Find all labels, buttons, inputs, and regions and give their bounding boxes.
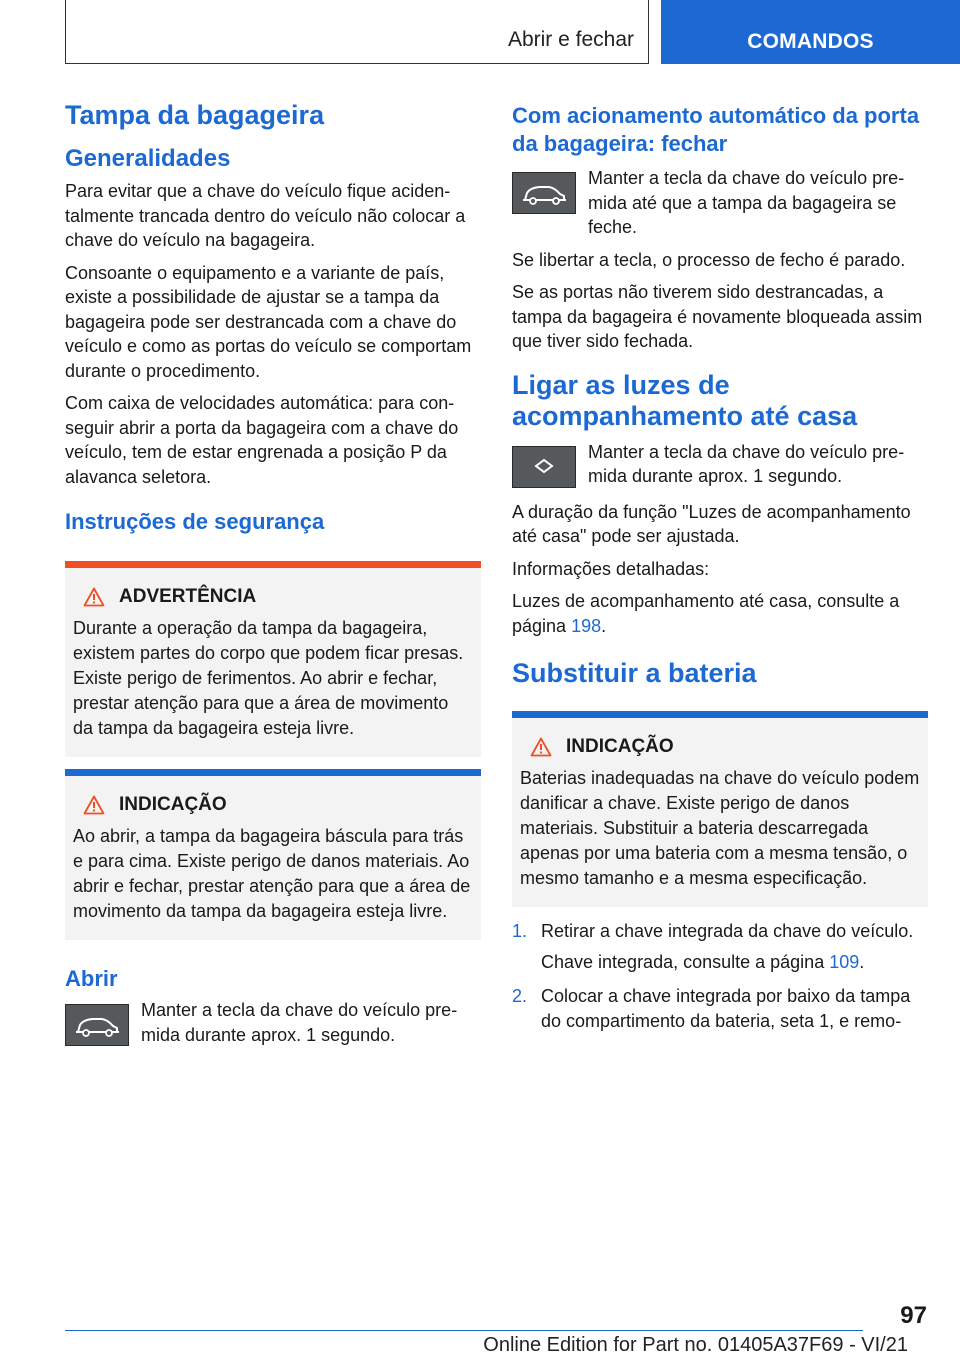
page-number: 97 xyxy=(900,1302,927,1329)
warning-text: Durante a operação da tampa da bagageira, existem partes do corpo que podem ficar presas. Existe perigo de ferimentos. Ao abrir e fechar, prestar atenção para que a área de movimento da tampa da bagageira esteja livre. xyxy=(73,618,464,738)
paragraph: Para evitar que a chave do veículo fique acidentalmente trancada dentro do veículo não colocar a chave do veículo na bagageira. xyxy=(65,181,466,250)
header-frame xyxy=(65,0,649,64)
footer-divider xyxy=(65,1330,863,1331)
step-text: Retirar a chave integrada da chave do veículo. xyxy=(541,921,914,941)
footer-edition: Online Edition for Part no. 01405A37F69 - VI/21 xyxy=(483,1334,908,1356)
steps-list xyxy=(512,919,928,1033)
car-tailgate-key-icon xyxy=(65,1004,129,1046)
warning-title xyxy=(73,586,473,608)
heading-generalidades: Generalidades xyxy=(65,145,231,172)
warning-triangle-icon xyxy=(530,737,552,757)
diamond-key-icon xyxy=(512,446,576,488)
left-column xyxy=(65,100,481,1058)
notice-box xyxy=(65,769,481,940)
sub-reference-end: . xyxy=(859,951,865,972)
step-subtext xyxy=(541,950,928,975)
step-text: Colocar a chave integrada por baixo da tampa do compartimento da bateria, seta 1, e remo- xyxy=(541,986,911,1031)
header-section-title: Abrir e fechar xyxy=(507,28,634,51)
heading-fechar: Com acionamento automático da porta da bagageira: fechar xyxy=(512,103,920,156)
list-item xyxy=(512,919,928,974)
page-link-198[interactable]: 198 xyxy=(571,615,602,636)
warning-box xyxy=(65,561,481,757)
paragraph: Com caixa de velocidades automática: para conseguir abrir a porta da bagageira com a chave do veículo, tem de estar engrenada a posição P da alavanca seletora. xyxy=(65,393,459,487)
paragraph: Informações detalhadas: xyxy=(512,558,710,579)
notice-text: Ao abrir, a tampa da bagageira báscula para trás e para cima. Existe perigo de danos materiais. Ao abrir e fechar, prestar atenção para que a área de movimento da tampa da bagageira esteja livre. xyxy=(73,826,471,921)
notice-text: Baterias inadequadas na chave do veículo podem danificar a chave. Existe perigo de danos materiais. Substituir a bateria descarregada apenas por uma bateria com a mesma tensão, o mesmo tamanho e a mesma especificação. xyxy=(520,768,920,888)
key-instruction-text: Manter a tecla da chave do veículo premida durante aprox. 1 segundo. xyxy=(588,441,905,486)
heading-luzes: Ligar as luzes de acompanhamento até casa xyxy=(512,369,858,431)
sub-reference-text: Chave integrada, consulte a página xyxy=(541,951,830,972)
header-chapter-tab: COMANDOS xyxy=(661,0,960,64)
reference-text: Luzes de acompanhamento até casa, consulte a página xyxy=(512,591,900,636)
reference-end: . xyxy=(601,615,607,636)
step-number: 2. xyxy=(512,986,528,1006)
notice-title xyxy=(73,794,473,816)
warning-label: ADVERTÊNCIA xyxy=(119,586,257,607)
paragraph: A duração da função "Luzes de acompanhamento até casa" pode ser ajustada. xyxy=(512,501,911,546)
warning-triangle-icon xyxy=(83,587,105,607)
step-number: 1. xyxy=(512,921,528,941)
heading-seguranca: Instruções de segurança xyxy=(65,509,325,534)
key-instruction-luzes xyxy=(512,440,928,492)
notice-title xyxy=(520,736,920,758)
page-link-109[interactable]: 109 xyxy=(829,951,860,972)
right-column xyxy=(512,102,928,1043)
paragraph: Se libertar a tecla, o processo de fecho é parado. xyxy=(512,249,906,270)
heading-bateria: Substituir a bateria xyxy=(512,658,757,688)
page-title: Tampa da bagageira xyxy=(65,100,325,130)
paragraph: Se as portas não tiverem sido destrancadas, a tampa da bagageira é novamente bloqueada assim que tiver sido fechada. xyxy=(512,282,923,351)
warning-triangle-icon xyxy=(83,795,105,815)
list-item xyxy=(512,984,928,1033)
car-tailgate-key-icon xyxy=(512,172,576,214)
key-instruction-fechar xyxy=(512,166,928,240)
key-instruction-text: Manter a tecla da chave do veículo premida até que a tampa da bagageira se feche. xyxy=(588,168,905,237)
key-instruction-text: Manter a tecla da chave do veículo premida durante aprox. 1 segundo. xyxy=(141,1000,458,1045)
paragraph-reference xyxy=(512,589,928,638)
key-instruction-abrir xyxy=(65,998,481,1050)
heading-abrir: Abrir xyxy=(65,966,118,991)
notice-box xyxy=(512,711,928,907)
notice-label: INDICAÇÃO xyxy=(119,794,227,815)
notice-label: INDICAÇÃO xyxy=(566,736,674,757)
paragraph: Consoante o equipamento e a variante de país, existe a possibilidade de ajustar se a tampa da bagageira pode ser destrancada com a chave do veículo e como as portas do veículo se comportam durante o procedimento. xyxy=(65,262,472,381)
